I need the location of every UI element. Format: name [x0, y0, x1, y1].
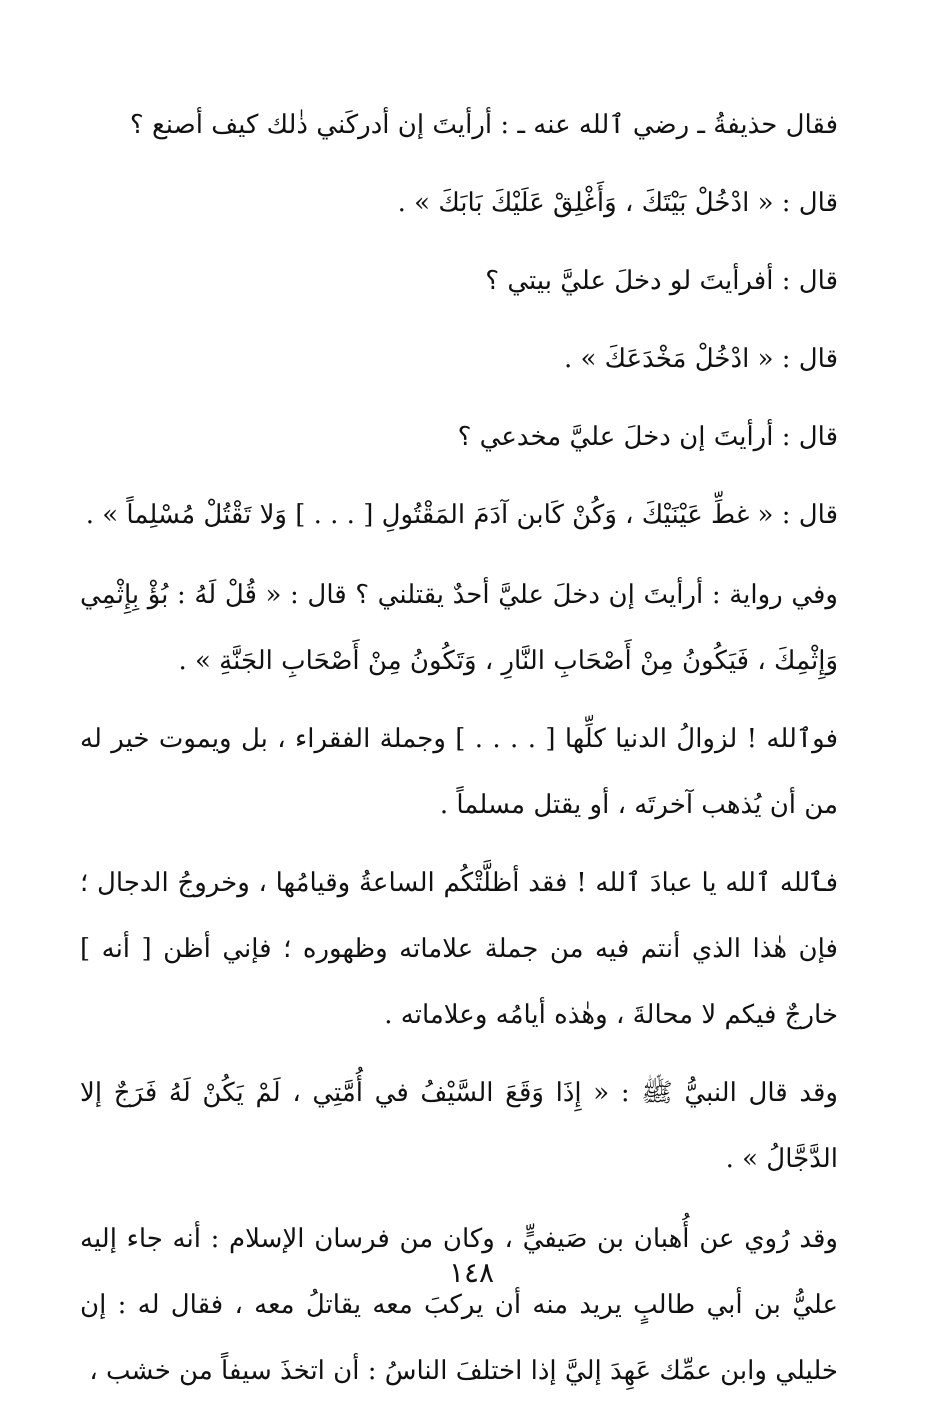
paragraph-6: قال : « غطِّ عَيْنَيْكَ ، وَكُنْ كَابن آدَمَ المَقْتُولِ [ . . . ] وَلا تَقْتُلْ مُسْلِماً » . [85, 500, 838, 530]
paragraph-11: وقد رُوي عن أُهبان بن صَيفيٍّ ، وكان من فرسان الإسلام : أنه جاء إليه عليُّ بن أبي طالبٍ يريد منه أن يركبَ معه يقاتلُ معه ، فقال له : إن خليلي وابن عمِّك عَهِدَ إليَّ إذا اختلفَ الناسُ : أن اتخذَ سيفاً من خشب ، [80, 1224, 838, 1386]
paragraph-9: فٱلله ٱلله يا عبادَ ٱلله ! فقد أظلَّتْكُم الساعةُ وقيامُها ، وخروجُ الدجال ؛ فإن هٰذا الذي أنتم فيه من جملة علاماته وظهوره ؛ فإني أظن [ أنه ] خارجٌ فيكم لا محالةَ ، وهٰذه أيامُه وعلاماته . [80, 868, 838, 1030]
paragraph-2: قال : « ادْخُلْ بَيْتَكَ ، وَأَغْلِقْ عَلَيْكَ بَابَكَ » . [397, 188, 838, 218]
paragraph-4: قال : « ادْخُلْ مَخْدَعَكَ » . [563, 344, 838, 374]
paragraph-8: فوٱلله ! لزوالُ الدنيا كلِّها [ . . . . ] وجملة الفقراء ، بل ويموت خير له من أن يُذهب آخرتَه ، أو يقتل مسلماً . [80, 724, 838, 820]
paragraph-3: قال : أفرأيتَ لو دخلَ عليَّ بيتي ؟ [485, 266, 838, 296]
page-body [80, 92, 838, 1416]
page-number: ١٤٨ [448, 1256, 495, 1289]
paragraph-7: وفي رواية : أرأيتَ إن دخلَ عليَّ أحدٌ يقتلني ؟ قال : « قُلْ لَهُ : بُؤْ بِإِثْمِي وَإِثْمِكَ ، فَيَكُونُ مِنْ أَصْحَابِ النَّارِ ، وَتَكُونُ مِنْ أَصْحَابِ الجَنَّةِ » . [80, 580, 838, 676]
paragraph-10: وقد قال النبيُّ ﷺ : « إِذَا وَقَعَ السَّيْفُ في أُمَّتِي ، لَمْ يَكُنْ لَهُ فَرَجٌ إلا الدَّجَّالُ » . [80, 1078, 838, 1174]
paragraph-5: قال : أرأيتَ إن دخلَ عليَّ مخدعي ؟ [457, 422, 838, 452]
paragraph-1: فقال حذيفةُ ـ رضي ٱلله عنه ـ : أرأيتَ إن أدركَني ذٰلك كيف أصنع ؟ [129, 110, 838, 140]
